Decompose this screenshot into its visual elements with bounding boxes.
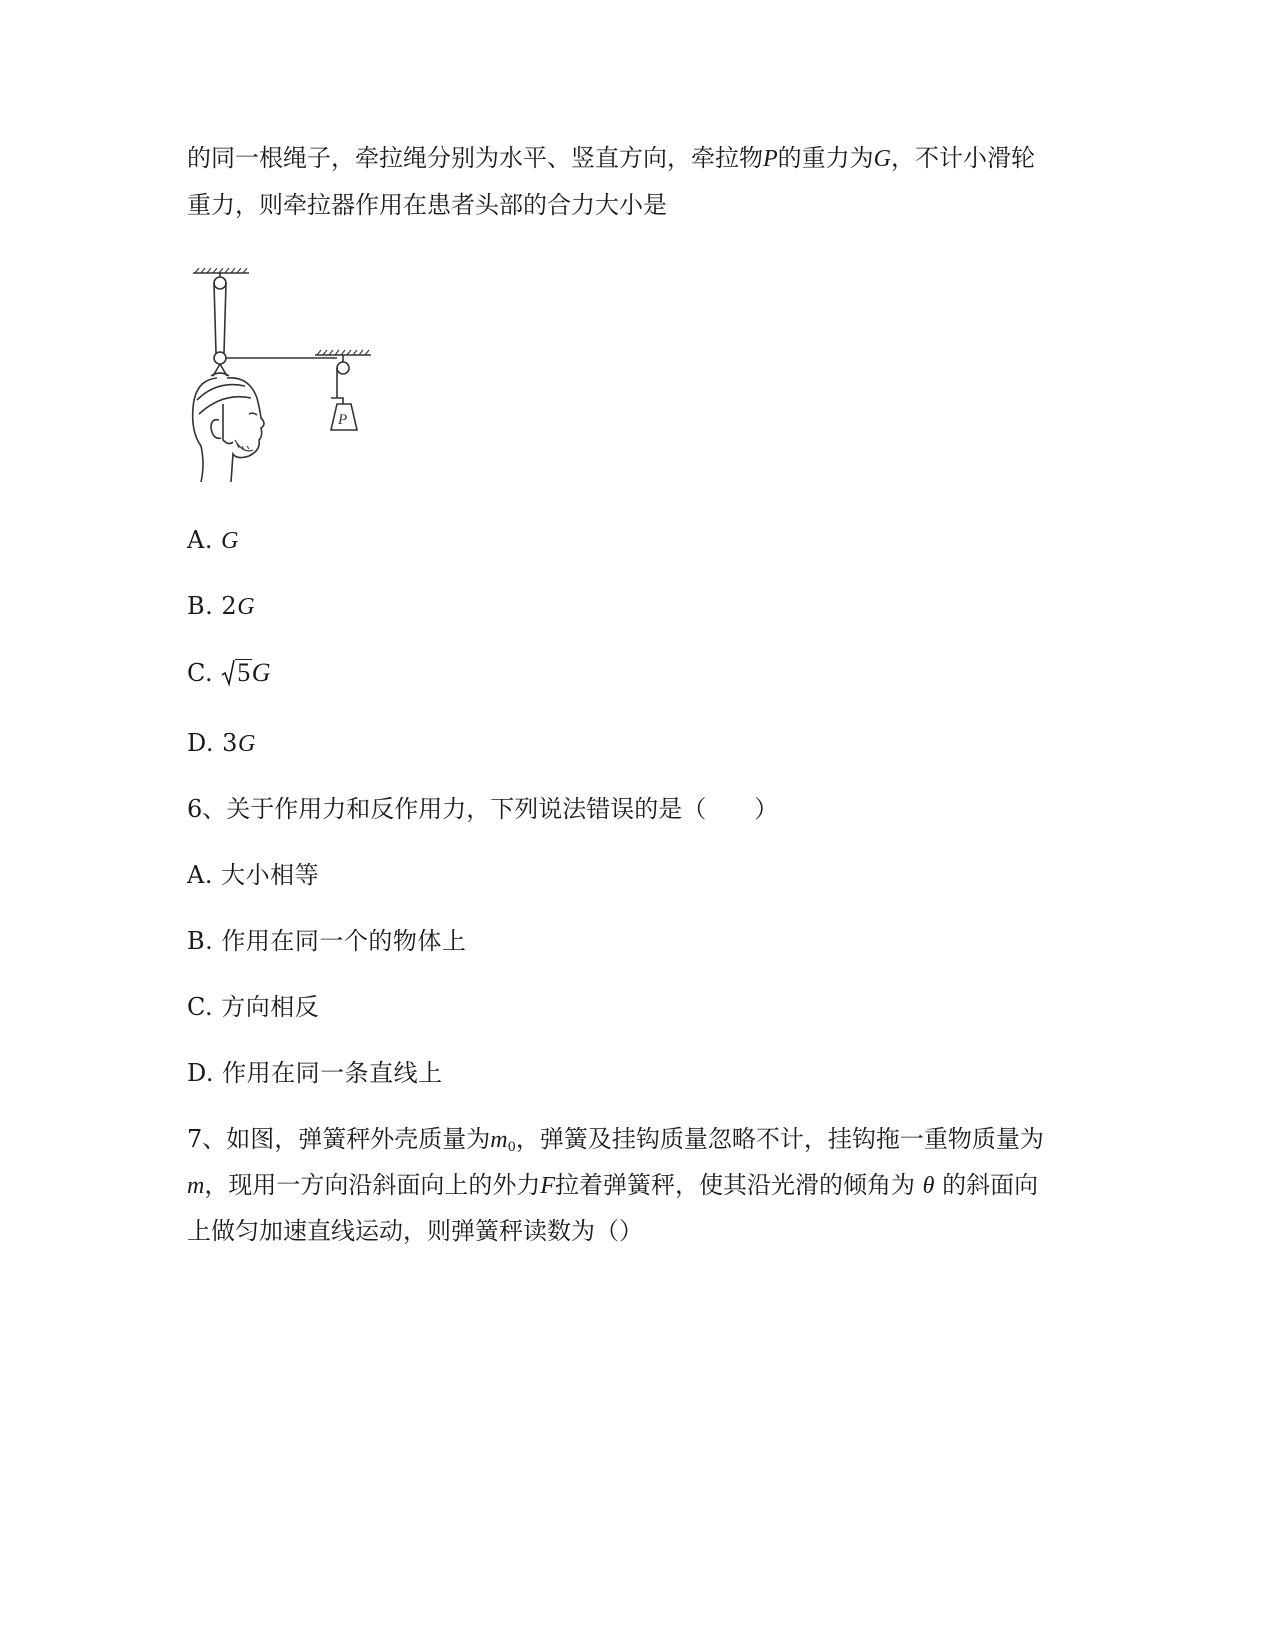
q7-stem-line-3: 上做匀加速直线运动，则弹簧秤读数为（） bbox=[187, 1217, 643, 1245]
head-pulley bbox=[214, 352, 226, 364]
q6-option-d[interactable]: D. 作用在同一条直线上 bbox=[187, 1059, 443, 1087]
q5-text: 的重力为 bbox=[777, 144, 874, 172]
q7-text: ，现用一方向沿斜面向上的外力 bbox=[204, 1171, 541, 1199]
option-label: B. bbox=[187, 592, 214, 620]
q5-option-b[interactable] bbox=[187, 589, 255, 624]
head-profile bbox=[227, 378, 264, 482]
weight-label: P bbox=[338, 412, 348, 428]
rope-vertical-right bbox=[224, 283, 226, 353]
option-label: C. bbox=[187, 659, 214, 687]
var-g: G bbox=[221, 528, 239, 554]
option-label: D. bbox=[187, 729, 215, 757]
q7-text: 的斜面向 bbox=[942, 1171, 1039, 1199]
var-g: G bbox=[237, 731, 256, 757]
q7-text: 拉着弹簧秤，使其沿光滑的倾角为 bbox=[555, 1171, 916, 1199]
var-m-subscript: 0 bbox=[507, 1140, 516, 1155]
traction-diagram bbox=[187, 268, 397, 508]
q7-stem-line-2 bbox=[187, 1168, 1038, 1203]
option-number: 2 bbox=[221, 592, 238, 620]
traction-diagram-svg bbox=[187, 268, 397, 508]
q5-stem-line-2: 重力，则牵拉器作用在患者头部的合力大小是 bbox=[187, 191, 667, 219]
var-theta: θ bbox=[922, 1173, 935, 1199]
q5-stem-line-1 bbox=[187, 141, 1035, 176]
q5-text: ，不计小滑轮 bbox=[891, 144, 1036, 172]
q7-text: 7、如图，弹簧秤外壳质量为 bbox=[187, 1125, 491, 1153]
q6-option-b[interactable]: B. 作用在同一个的物体上 bbox=[187, 927, 467, 955]
q6-option-c[interactable]: C. 方向相反 bbox=[187, 993, 320, 1021]
var-g: G bbox=[873, 146, 892, 172]
sqrt-sign-icon bbox=[221, 657, 235, 687]
q5-text: 的同一根绳子，牵拉绳分别为水平、竖直方向，牵拉物 bbox=[187, 144, 763, 172]
option-number: 3 bbox=[222, 729, 238, 757]
radicand-value: 5 bbox=[237, 658, 251, 687]
q6-stem: 6、关于作用力和反作用力，下列说法错误的是（ ） bbox=[187, 795, 779, 823]
var-g: G bbox=[237, 594, 256, 620]
var-m: m bbox=[187, 1173, 205, 1199]
q5-option-c[interactable] bbox=[187, 656, 271, 690]
q7-text: ，弹簧及挂钩质量忽略不计，挂钩拖一重物质量为 bbox=[515, 1125, 1044, 1153]
q6-option-a[interactable]: A. 大小相等 bbox=[187, 861, 320, 889]
var-f: F bbox=[540, 1173, 556, 1199]
sqrt-expression bbox=[221, 656, 271, 690]
option-label: A. bbox=[187, 526, 213, 554]
var-p: P bbox=[763, 146, 778, 172]
ear bbox=[211, 420, 221, 439]
q7-stem-line-1 bbox=[187, 1122, 1044, 1165]
var-g: G bbox=[251, 658, 272, 687]
var-m: m bbox=[490, 1127, 508, 1153]
q5-option-d[interactable] bbox=[187, 726, 256, 761]
q5-option-a[interactable] bbox=[187, 523, 239, 558]
top-pulley bbox=[214, 277, 226, 289]
right-pulley bbox=[337, 362, 349, 374]
rope-vertical-left bbox=[214, 283, 216, 353]
